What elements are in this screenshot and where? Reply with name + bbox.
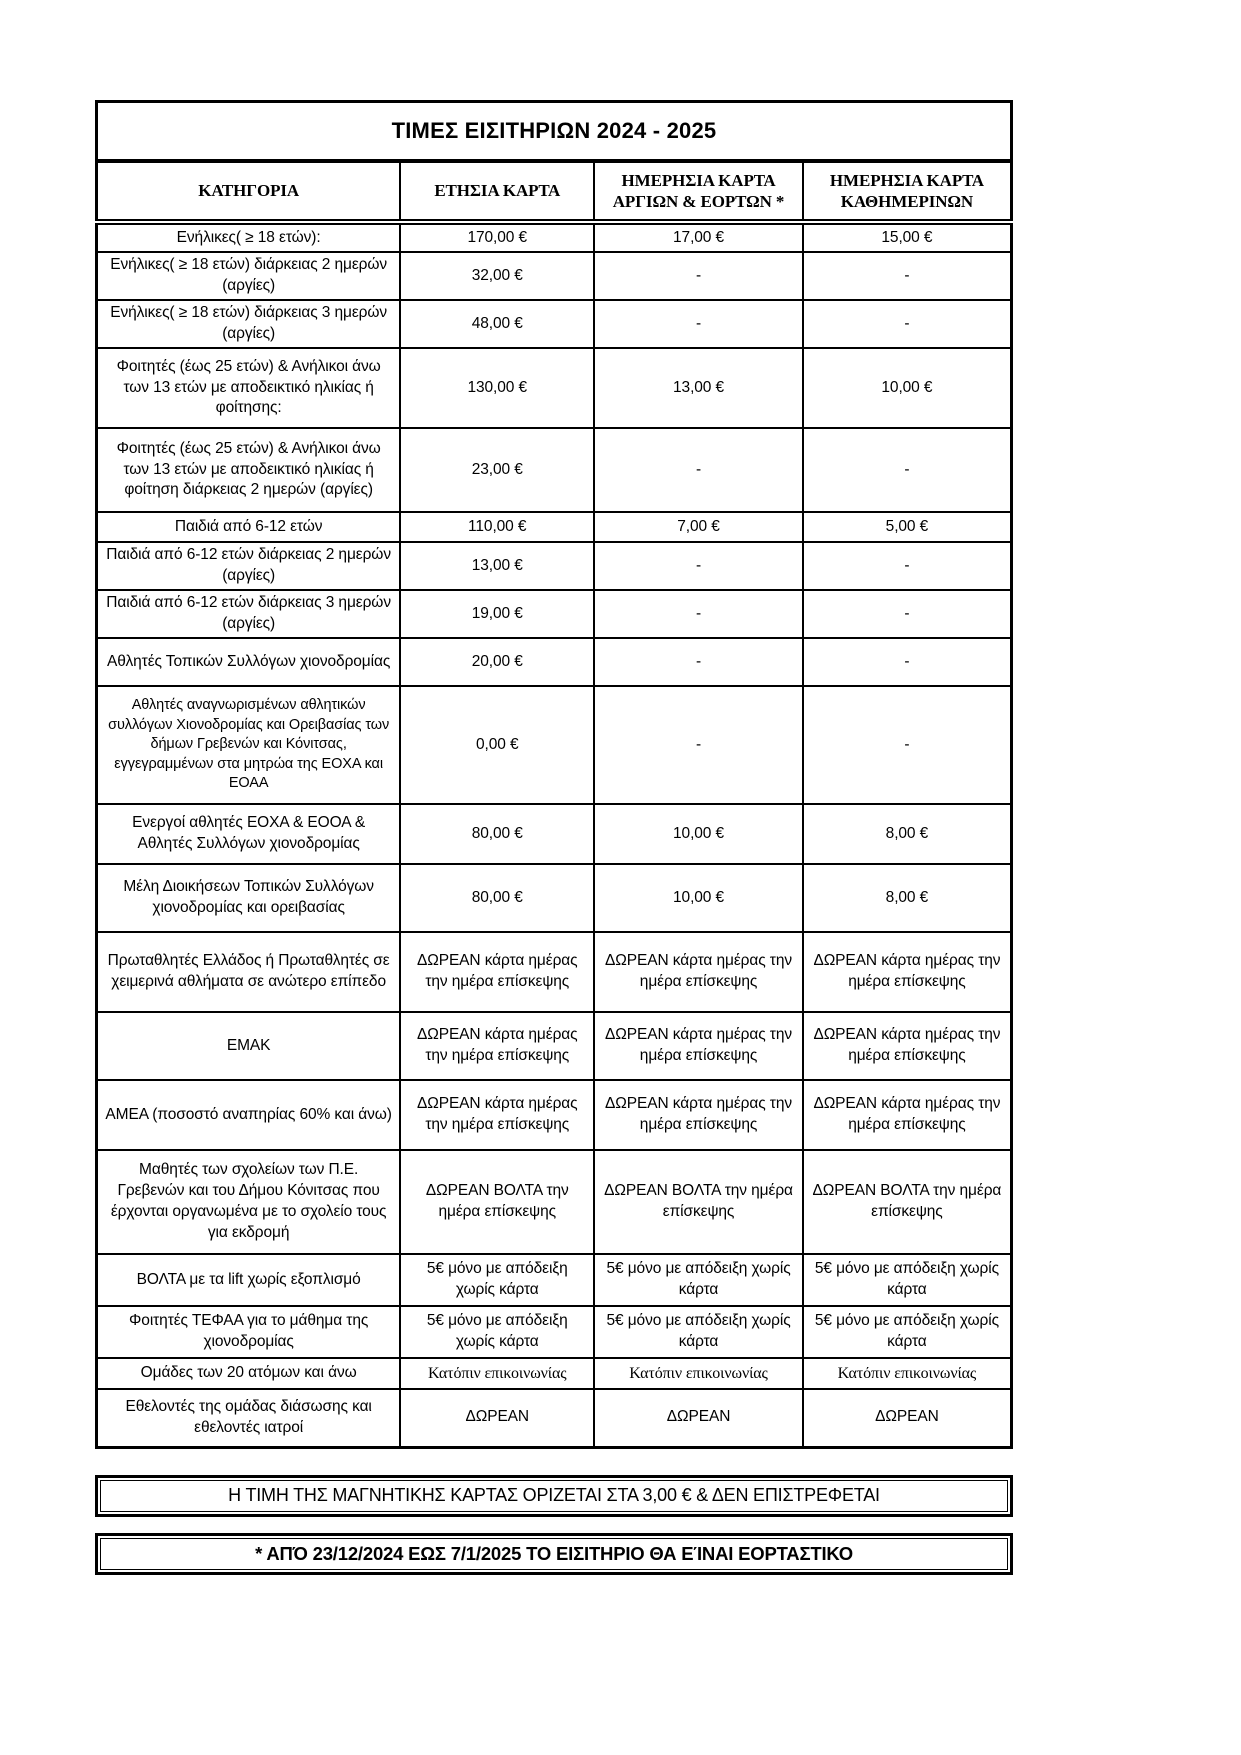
weekday-price-cell: 10,00 €: [803, 348, 1012, 428]
annual-price-cell: 5€ μόνο με απόδειξη χωρίς κάρτα: [400, 1306, 594, 1358]
holiday-price-cell: -: [594, 590, 803, 638]
annual-price-cell: 0,00 €: [400, 686, 594, 804]
table-row: [97, 1080, 1012, 1150]
category-cell: Ενήλικες( ≥ 18 ετών) διάρκειας 2 ημερών (αργίες): [97, 252, 401, 300]
annual-price-cell: 130,00 €: [400, 348, 594, 428]
category-cell: Μαθητές των σχολείων των Π.Ε. Γρεβενών και του Δήμου Κόνιτσας που έρχονται οργανωμένα με το σχολείο τους για εκδρομή: [97, 1150, 401, 1254]
annual-price-cell: 19,00 €: [400, 590, 594, 638]
category-cell: Παιδιά από 6-12 ετών διάρκειας 2 ημερών (αργίες): [97, 542, 401, 590]
table-row: [97, 1389, 1012, 1447]
holiday-price-cell: -: [594, 252, 803, 300]
weekday-price-cell: -: [803, 252, 1012, 300]
column-header-daily-card-weekdays: ΗΜΕΡΗΣΙΑ ΚΑΡΤΑ ΚΑΘΗΜΕΡΙΝΩΝ: [803, 161, 1012, 222]
annual-price-cell: 80,00 €: [400, 864, 594, 932]
holiday-price-cell: 10,00 €: [594, 864, 803, 932]
category-cell: ΒΟΛΤΑ με τα lift χωρίς εξοπλισμό: [97, 1254, 401, 1306]
table-row: [97, 1012, 1012, 1080]
annual-price-cell: ΔΩΡΕΑΝ: [400, 1389, 594, 1447]
category-cell: Ενήλικες( ≥ 18 ετών):: [97, 222, 401, 252]
table-header-row: [97, 161, 1012, 222]
weekday-price-cell: 8,00 €: [803, 804, 1012, 864]
page-title: ΤΙΜΕΣ ΕΙΣΙΤΗΡΙΩΝ 2024 - 2025: [97, 102, 1012, 162]
magnetic-card-note-text: Η ΤΙΜΗ ΤΗΣ ΜΑΓΝΗΤΙΚΗΣ ΚΑΡΤΑΣ ΟΡΙΖΕΤΑΙ ΣΤΑ 3,00 € & ΔΕΝ ΕΠΙΣΤΡΕΦΕΤΑΙ: [100, 1480, 1008, 1512]
table-row: [97, 1150, 1012, 1254]
table-row: [97, 428, 1012, 512]
table-title-row: [97, 102, 1012, 162]
category-cell: Εθελοντές της ομάδας διάσωσης και εθελοντές ιατροί: [97, 1389, 401, 1447]
category-cell: Αθλητές Τοπικών Συλλόγων χιονοδρομίας: [97, 638, 401, 686]
holiday-price-cell: ΔΩΡΕΑΝ: [594, 1389, 803, 1447]
weekday-price-cell: -: [803, 542, 1012, 590]
category-cell: Παιδιά από 6-12 ετών: [97, 512, 401, 542]
weekday-price-cell: -: [803, 590, 1012, 638]
table-row: [97, 1358, 1012, 1389]
weekday-price-cell: 5€ μόνο με απόδειξη χωρίς κάρτα: [803, 1254, 1012, 1306]
holiday-price-cell: ΔΩΡΕΑΝ κάρτα ημέρας την ημέρα επίσκεψης: [594, 1012, 803, 1080]
table-row: [97, 638, 1012, 686]
annual-price-cell: 170,00 €: [400, 222, 594, 252]
price-sheet: [95, 100, 1013, 1575]
weekday-price-cell: -: [803, 686, 1012, 804]
holiday-price-cell: ΔΩΡΕΑΝ κάρτα ημέρας την ημέρα επίσκεψης: [594, 932, 803, 1012]
category-cell: Φοιτητές ΤΕΦΑΑ για το μάθημα της χιονοδρομίας: [97, 1306, 401, 1358]
category-cell: Αθλητές αναγνωρισμένων αθλητικών συλλόγων Χιονοδρομίας και Ορειβασίας των δήμων Γρεβενών και Κόνιτσας, εγγεγραμμένων στα μητρώα της ΕΟΧΑ και ΕΟΑΑ: [97, 686, 401, 804]
holiday-price-cell: ΔΩΡΕΑΝ ΒΟΛΤΑ την ημέρα επίσκεψης: [594, 1150, 803, 1254]
annual-price-cell: ΔΩΡΕΑΝ κάρτα ημέρας την ημέρα επίσκεψης: [400, 1012, 594, 1080]
table-row: [97, 512, 1012, 542]
annual-price-cell: ΔΩΡΕΑΝ ΒΟΛΤΑ την ημέρα επίσκεψης: [400, 1150, 594, 1254]
holiday-price-cell: -: [594, 542, 803, 590]
weekday-price-cell: ΔΩΡΕΑΝ ΒΟΛΤΑ την ημέρα επίσκεψης: [803, 1150, 1012, 1254]
table-row: [97, 932, 1012, 1012]
weekday-price-cell: -: [803, 428, 1012, 512]
table-row: [97, 686, 1012, 804]
magnetic-card-note-box: [95, 1475, 1013, 1517]
table-row: [97, 252, 1012, 300]
ticket-price-table: [95, 100, 1013, 1449]
holiday-price-cell: 13,00 €: [594, 348, 803, 428]
annual-price-cell: ΔΩΡΕΑΝ κάρτα ημέρας την ημέρα επίσκεψης: [400, 932, 594, 1012]
annual-price-cell: 13,00 €: [400, 542, 594, 590]
category-cell: Ενεργοί αθλητές ΕΟΧΑ & ΕΟΟΑ & Αθλητές Συλλόγων χιονοδρομίας: [97, 804, 401, 864]
category-cell: Παιδιά από 6-12 ετών διάρκειας 3 ημερών (αργίες): [97, 590, 401, 638]
holiday-price-cell: 17,00 €: [594, 222, 803, 252]
weekday-price-cell: -: [803, 638, 1012, 686]
table-row: [97, 804, 1012, 864]
holiday-price-cell: -: [594, 300, 803, 348]
holiday-price-cell: 7,00 €: [594, 512, 803, 542]
holiday-price-cell: ΔΩΡΕΑΝ κάρτα ημέρας την ημέρα επίσκεψης: [594, 1080, 803, 1150]
category-cell: Ενήλικες( ≥ 18 ετών) διάρκειας 3 ημερών (αργίες): [97, 300, 401, 348]
annual-price-cell: 80,00 €: [400, 804, 594, 864]
category-cell: ΕΜΑΚ: [97, 1012, 401, 1080]
annual-price-cell: 110,00 €: [400, 512, 594, 542]
category-cell: Φοιτητές (έως 25 ετών) & Ανήλικοι άνω των 13 ετών με αποδεικτικό ηλικίας ή φοίτησης:: [97, 348, 401, 428]
table-row: [97, 222, 1012, 252]
category-cell: Πρωταθλητές Ελλάδος ή Πρωταθλητές σε χειμερινά αθλήματα σε ανώτερο επίπεδο: [97, 932, 401, 1012]
annual-price-cell: Κατόπιν επικοινωνίας: [400, 1358, 594, 1389]
weekday-price-cell: 5,00 €: [803, 512, 1012, 542]
holiday-price-cell: Κατόπιν επικοινωνίας: [594, 1358, 803, 1389]
annual-price-cell: 5€ μόνο με απόδειξη χωρίς κάρτα: [400, 1254, 594, 1306]
holiday-price-cell: -: [594, 638, 803, 686]
column-header-annual-card: ΕΤΗΣΙΑ ΚΑΡΤΑ: [400, 161, 594, 222]
column-header-daily-card-holidays: ΗΜΕΡΗΣΙΑ ΚΑΡΤΑ ΑΡΓΙΩΝ & ΕΟΡΤΩΝ *: [594, 161, 803, 222]
weekday-price-cell: 5€ μόνο με απόδειξη χωρίς κάρτα: [803, 1306, 1012, 1358]
weekday-price-cell: ΔΩΡΕΑΝ κάρτα ημέρας την ημέρα επίσκεψης: [803, 932, 1012, 1012]
table-row: [97, 1254, 1012, 1306]
weekday-price-cell: ΔΩΡΕΑΝ: [803, 1389, 1012, 1447]
holiday-price-cell: -: [594, 686, 803, 804]
weekday-price-cell: 8,00 €: [803, 864, 1012, 932]
table-row: [97, 1306, 1012, 1358]
category-cell: Μέλη Διοικήσεων Τοπικών Συλλόγων χιονοδρομίας και ορειβασίας: [97, 864, 401, 932]
holiday-price-cell: 10,00 €: [594, 804, 803, 864]
category-cell: Ομάδες των 20 ατόμων και άνω: [97, 1358, 401, 1389]
table-row: [97, 590, 1012, 638]
annual-price-cell: ΔΩΡΕΑΝ κάρτα ημέρας την ημέρα επίσκεψης: [400, 1080, 594, 1150]
table-row: [97, 542, 1012, 590]
holiday-price-cell: -: [594, 428, 803, 512]
table-row: [97, 864, 1012, 932]
category-cell: Φοιτητές (έως 25 ετών) & Ανήλικοι άνω των 13 ετών με αποδεικτικό ηλικίας ή φοίτηση διάρκειας 2 ημερών (αργίες): [97, 428, 401, 512]
festive-ticket-note-text: * ΑΠΌ 23/12/2024 ΕΩΣ 7/1/2025 ΤΟ ΕΙΣΙΤΗΡΙΟ ΘΑ ΕΊΝΑΙ ΕΟΡΤΑΣΤΙΚΟ: [100, 1538, 1008, 1570]
weekday-price-cell: ΔΩΡΕΑΝ κάρτα ημέρας την ημέρα επίσκεψης: [803, 1080, 1012, 1150]
weekday-price-cell: ΔΩΡΕΑΝ κάρτα ημέρας την ημέρα επίσκεψης: [803, 1012, 1012, 1080]
holiday-price-cell: 5€ μόνο με απόδειξη χωρίς κάρτα: [594, 1254, 803, 1306]
table-row: [97, 300, 1012, 348]
category-cell: ΑΜΕΑ (ποσοστό αναπηρίας 60% και άνω): [97, 1080, 401, 1150]
annual-price-cell: 48,00 €: [400, 300, 594, 348]
weekday-price-cell: -: [803, 300, 1012, 348]
annual-price-cell: 32,00 €: [400, 252, 594, 300]
weekday-price-cell: Κατόπιν επικοινωνίας: [803, 1358, 1012, 1389]
column-header-category: ΚΑΤΗΓΟΡΙΑ: [97, 161, 401, 222]
annual-price-cell: 23,00 €: [400, 428, 594, 512]
table-row: [97, 348, 1012, 428]
annual-price-cell: 20,00 €: [400, 638, 594, 686]
holiday-price-cell: 5€ μόνο με απόδειξη χωρίς κάρτα: [594, 1306, 803, 1358]
weekday-price-cell: 15,00 €: [803, 222, 1012, 252]
festive-ticket-note-box: [95, 1533, 1013, 1575]
